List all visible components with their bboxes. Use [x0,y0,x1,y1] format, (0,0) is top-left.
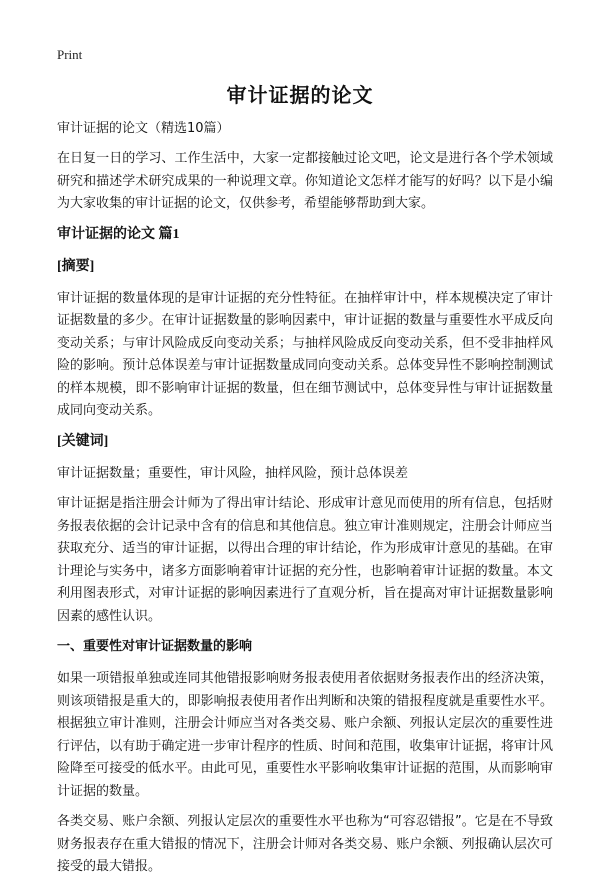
body-paragraph-1: 审计证据是指注册会计师为了得出审计结论、形成审计意见而使用的所有信息，包括财务报表依据的会计记录中含有的信息和其他信息。独立审计准则规定，注册会计师应当获取充分、适当的审计证据，以得出合理的审计结论，作为形成审计意见的基础。在审计理论与实务中，诸多方面影响着审计证据的充分性，也影响着审计证据的数量。本文利用图表形式，对审计证据的影响因素进行了直观分析，旨在提高对审计证据数量影响因素的感性认识。 [57,496,553,624]
intro-paragraph: 在日复一日的学习、工作生活中，大家一定都接触过论文吧，论文是进行各个学术领域研究和描述学术研究成果的一种说理文章。你知道论文怎样才能写的好吗？以下是小编为大家收集的审计证据的论文，仅供参考，希望能够帮助到大家。 [57,151,553,211]
page-title: 审计证据的论文 [226,83,374,107]
body-paragraph-2: 如果一项错报单独或连同其他错报影响财务报表使用者依据财务报表作出的经济决策，则该项错报是重大的，即影响报表使用者作出判断和决策的错报程度就是重要性水平。根据独立审计准则，注册会计师应当对各类交易、账户余额、列报认定层次的重要性进行评估，以有助于确定进一步审计程序的性质、时间和范围，收集审计证据，将审计风险降至可接受的低水平。由此可见，重要性水平影响收集审计证据的范围，从而影响审计证据的数量。 [57,671,553,799]
abstract-heading: [摘要] [57,258,95,274]
section-heading-importance: 一、重要性对审计证据数量的影响 [57,639,253,654]
document-subtitle: 审计证据的论文（精选10篇） [57,121,230,136]
document-body [57,118,553,887]
print-link[interactable]: Print [57,47,83,62]
section-heading-article-1: 审计证据的论文 篇1 [57,226,180,242]
keywords-paragraph: 审计证据数量；重要性，审计风险，抽样风险，预计总体误差 [57,465,409,481]
abstract-paragraph: 审计证据的数量体现的是审计证据的充分性特征。在抽样审计中，样本规模决定了审计证据数量的多少。在审计证据数量的影响因素中，审计证据的数量与重要性水平成反向变动关系；与审计风险成反向变动关系；与抽样风险成反向变动关系，但不受非抽样风险的影响。预计总体误差与审计证据数量成同向变动关系。总体变异性不影响控制测试的样本规模，即不影响审计证据的数量，但在细节测试中，总体变异性与审计证据数量成同向变动关系。 [57,290,553,418]
body-paragraph-3: 各类交易、账户余额、列报认定层次的重要性水平也称为“可容忍错报”。它是在不导致财务报表存在重大错报的情况下，注册会计师对各类交易、账户余额、列报确认层次可接受的最大错报。 [57,814,553,874]
keywords-heading: [关键词] [57,433,109,449]
